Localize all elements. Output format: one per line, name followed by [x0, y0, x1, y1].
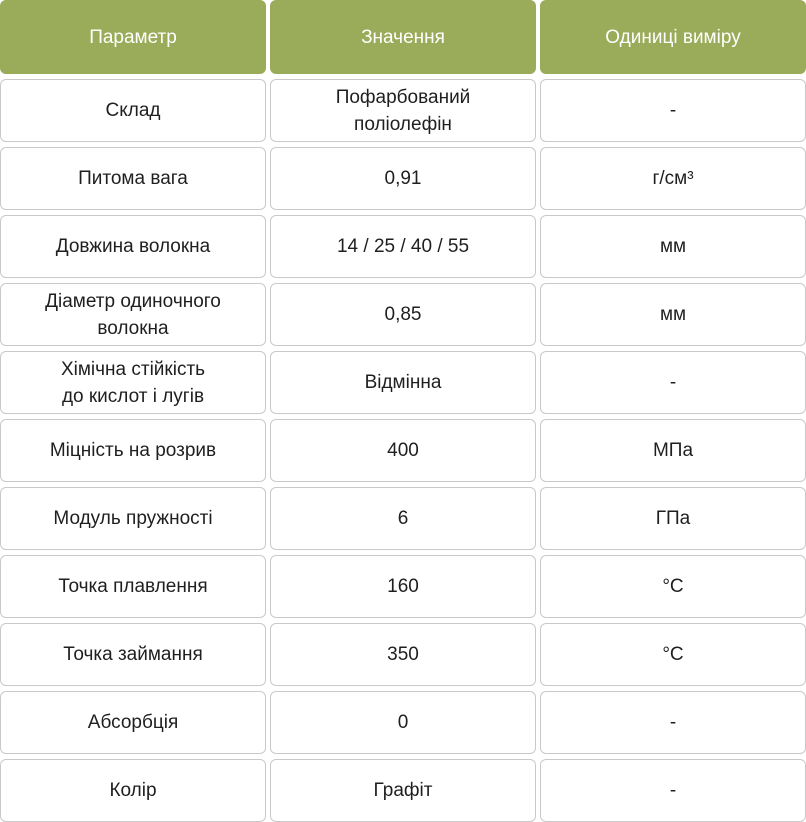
unit-cell — [540, 419, 806, 482]
value-text: 0,91 — [384, 168, 422, 189]
parameter-cell — [0, 351, 266, 414]
parameter-text: Модуль пружності — [53, 508, 213, 529]
parameter-cell — [0, 79, 266, 142]
header-cell-parameter — [0, 0, 266, 74]
table-row — [0, 147, 806, 210]
value-cell — [270, 351, 536, 414]
header-cell-value — [270, 0, 536, 74]
parameter-text: Точка займання — [63, 644, 203, 665]
value-text: 350 — [387, 644, 419, 665]
value-cell — [270, 215, 536, 278]
parameter-text: Склад — [105, 100, 161, 121]
unit-cell — [540, 283, 806, 346]
parameter-cell — [0, 283, 266, 346]
value-text: 6 — [397, 508, 409, 529]
unit-cell — [540, 79, 806, 142]
parameter-cell — [0, 759, 266, 822]
unit-text: - — [669, 372, 677, 393]
table-header-row — [0, 0, 806, 74]
table-row — [0, 759, 806, 822]
unit-text: мм — [659, 236, 687, 257]
value-cell — [270, 419, 536, 482]
unit-cell — [540, 759, 806, 822]
table-row — [0, 487, 806, 550]
unit-cell — [540, 691, 806, 754]
parameter-text: Міцність на розрив — [49, 440, 217, 461]
parameter-text: Хімічна стійкість до кислот і лугів — [60, 358, 206, 407]
unit-cell — [540, 623, 806, 686]
parameter-cell — [0, 487, 266, 550]
parameter-cell — [0, 555, 266, 618]
unit-cell — [540, 351, 806, 414]
parameter-text: Абсорбція — [87, 712, 179, 733]
header-unit-label: Одиниці виміру — [605, 26, 741, 48]
unit-text: мм — [659, 304, 687, 325]
value-text: 160 — [387, 576, 419, 597]
parameter-text: Колір — [109, 780, 157, 801]
value-cell — [270, 555, 536, 618]
value-cell — [270, 283, 536, 346]
parameter-cell — [0, 623, 266, 686]
unit-text: г/см³ — [652, 168, 694, 189]
parameter-text: Діаметр одиночного волокна — [45, 290, 221, 339]
value-cell — [270, 147, 536, 210]
parameter-cell — [0, 691, 266, 754]
value-cell — [270, 623, 536, 686]
value-text: Пофарбований поліолефін — [335, 86, 471, 135]
value-text: 0,85 — [384, 304, 422, 325]
header-parameter-label: Параметр — [89, 26, 177, 48]
value-text: Відмінна — [364, 372, 442, 393]
parameter-cell — [0, 215, 266, 278]
unit-text: - — [669, 780, 677, 801]
unit-cell — [540, 215, 806, 278]
unit-cell — [540, 147, 806, 210]
value-text: 0 — [397, 712, 409, 733]
value-text: Графіт — [373, 780, 433, 801]
unit-text: °C — [662, 576, 684, 597]
value-cell — [270, 79, 536, 142]
table-row — [0, 691, 806, 754]
parameter-text: Питома вага — [78, 168, 188, 189]
header-cell-unit — [540, 0, 806, 74]
unit-text: - — [669, 712, 677, 733]
value-cell — [270, 691, 536, 754]
value-cell — [270, 487, 536, 550]
parameter-cell — [0, 147, 266, 210]
unit-cell — [540, 487, 806, 550]
table-row — [0, 283, 806, 346]
table-row — [0, 351, 806, 414]
table-row — [0, 623, 806, 686]
value-text: 400 — [387, 440, 419, 461]
parameter-cell — [0, 419, 266, 482]
table-row — [0, 79, 806, 142]
table-row — [0, 419, 806, 482]
value-text: 14 / 25 / 40 / 55 — [336, 236, 470, 257]
parameter-text: Точка плавлення — [58, 576, 208, 597]
unit-text: °C — [662, 644, 684, 665]
unit-cell — [540, 555, 806, 618]
table-row — [0, 555, 806, 618]
header-value-label: Значення — [361, 26, 445, 48]
table-row — [0, 215, 806, 278]
unit-text: ГПа — [655, 508, 691, 529]
parameter-text: Довжина волокна — [55, 236, 211, 257]
value-cell — [270, 759, 536, 822]
unit-text: МПа — [652, 440, 694, 461]
unit-text: - — [669, 100, 677, 121]
